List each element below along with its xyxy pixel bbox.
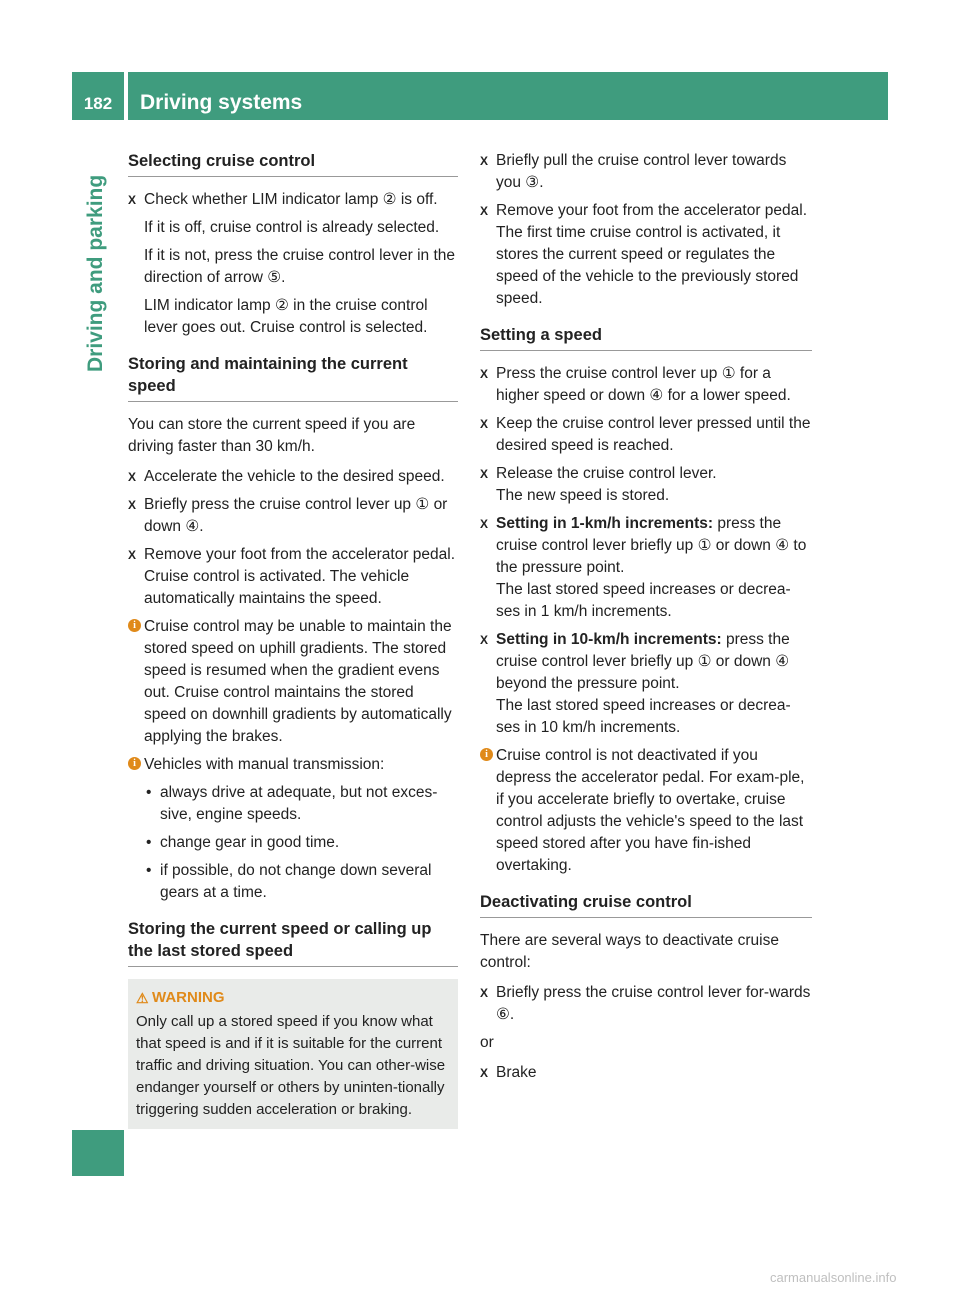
arrow-x-icon: X (480, 367, 489, 381)
warning-text: Only call up a stored speed if you know what that speed is and if it is suitable for the current traffic and driving situation. You can other-wise endanger yourself or others by uninten-tionally triggering sudden acceleration or braking. (136, 1013, 446, 1118)
paragraph: LIM indicator lamp ② in the cruise control lever goes out. Cruise control is selected. (144, 297, 428, 336)
step: X Brake (480, 1062, 812, 1084)
left-column (128, 150, 458, 1143)
side-label (84, 342, 108, 372)
step: X Keep the cruise control lever pressed until the desired speed is reached. (480, 415, 811, 454)
bullet-icon: • (146, 834, 152, 851)
heading-storing: Storing and maintaining the current speed (128, 353, 458, 402)
step: X Release the cruise control lever. (480, 463, 812, 485)
step: X Remove your foot from the accelerator pedal. (480, 200, 812, 222)
arrow-x-icon: X (128, 498, 137, 512)
list-item: • if possible, do not change down several gears at a time. (146, 862, 432, 901)
heading-setting: Setting a speed (480, 324, 812, 351)
list-item: • change gear in good time. (128, 832, 458, 854)
section-calling-up (128, 918, 458, 1129)
info-note: i Vehicles with manual transmission: (128, 754, 458, 776)
step: X Briefly press the cruise control lever for-wards ⑥. (480, 984, 811, 1023)
step-result: The new speed is stored. (496, 487, 670, 504)
step-result: The first time cruise control is activated, it stores the current speed or regulates the speed of the vehicle to the previously stored speed. (496, 224, 799, 307)
step-result: The last stored speed increases or decrea-ses in 1 km/h increments. (496, 581, 791, 620)
arrow-x-icon: X (480, 204, 489, 218)
step-result: Cruise control is activated. The vehicle automatically maintains the speed. (144, 568, 410, 607)
arrow-x-icon: X (128, 193, 137, 207)
right-column (480, 150, 812, 1098)
section-setting (480, 324, 812, 877)
arrow-x-icon: X (128, 548, 137, 562)
step: X Accelerate the vehicle to the desired speed. (128, 466, 458, 488)
section-deactivating (480, 891, 812, 1084)
page-number: 182 (72, 72, 124, 120)
step: X Briefly pull the cruise control lever towards you ③. (480, 152, 787, 191)
section-selecting (128, 150, 458, 339)
warning-title: ⚠ WARNING (136, 987, 450, 1009)
arrow-x-icon: X (480, 417, 489, 431)
section-title: Driving systems (128, 72, 888, 120)
heading-calling-up: Storing the current speed or calling up the last stored speed (128, 918, 458, 967)
paragraph: If it is off, cruise control is already selected. (144, 219, 440, 236)
paragraph-or: or (480, 1034, 494, 1051)
arrow-x-icon: X (480, 633, 489, 647)
step: X Check whether LIM indicator lamp ② is off. (128, 189, 458, 211)
info-note: i Cruise control may be unable to maintain the stored speed on uphill gradients. The stored speed is resumed when the gradient evens out. Cruise control maintains the stored speed on downhill gradients by automatically applying the brakes. (128, 616, 458, 748)
section-storing (128, 353, 458, 904)
arrow-x-icon: X (480, 517, 489, 531)
step: X Briefly press the cruise control lever up ① or down ④. (128, 496, 448, 535)
warning-box (128, 979, 458, 1129)
paragraph: If it is not, press the cruise control lever in the direction of arrow ⑤. (144, 247, 455, 286)
step: X Remove your foot from the accelerator pedal. (128, 544, 458, 566)
info-note: i Cruise control is not deactivated if you depress the accelerator pedal. For exam-ple, if you accelerate briefly to overtake, cruise control adjusts the vehicle's speed to the last speed stored after you have fin-ished overtaking. (480, 745, 812, 877)
section-continued (480, 150, 812, 310)
info-icon: i (480, 748, 493, 761)
heading-deactivating: Deactivating cruise control (480, 891, 812, 918)
arrow-x-icon: X (480, 1066, 489, 1080)
footer-watermark: carmanualsonline.info (770, 1270, 897, 1285)
warning-triangle-icon: ⚠ (136, 990, 149, 1006)
step: X Setting in 1-km/h increments: press the cruise control lever briefly up ① or down ④ to the pressure point. (480, 515, 807, 576)
side-marker (72, 1130, 124, 1176)
paragraph: You can store the current speed if you are driving faster than 30 km/h. (128, 416, 416, 455)
heading-selecting: Selecting cruise control (128, 150, 458, 177)
step: X Setting in 10-km/h increments: press the cruise control lever briefly up ① or down ④ beyond the pressure point. (480, 631, 790, 692)
bullet-icon: • (146, 784, 152, 801)
arrow-x-icon: X (480, 154, 489, 168)
paragraph: There are several ways to deactivate cruise control: (480, 932, 779, 971)
arrow-x-icon: X (128, 470, 137, 484)
step-result: The last stored speed increases or decrea-ses in 10 km/h increments. (496, 697, 791, 736)
bullet-icon: • (146, 862, 152, 879)
arrow-x-icon: X (480, 467, 489, 481)
step: X Press the cruise control lever up ① for a higher speed or down ④ for a lower speed. (480, 365, 791, 404)
info-icon: i (128, 757, 141, 770)
arrow-x-icon: X (480, 986, 489, 1000)
list-item: • always drive at adequate, but not exces-sive, engine speeds. (146, 784, 438, 823)
info-icon: i (128, 619, 141, 632)
